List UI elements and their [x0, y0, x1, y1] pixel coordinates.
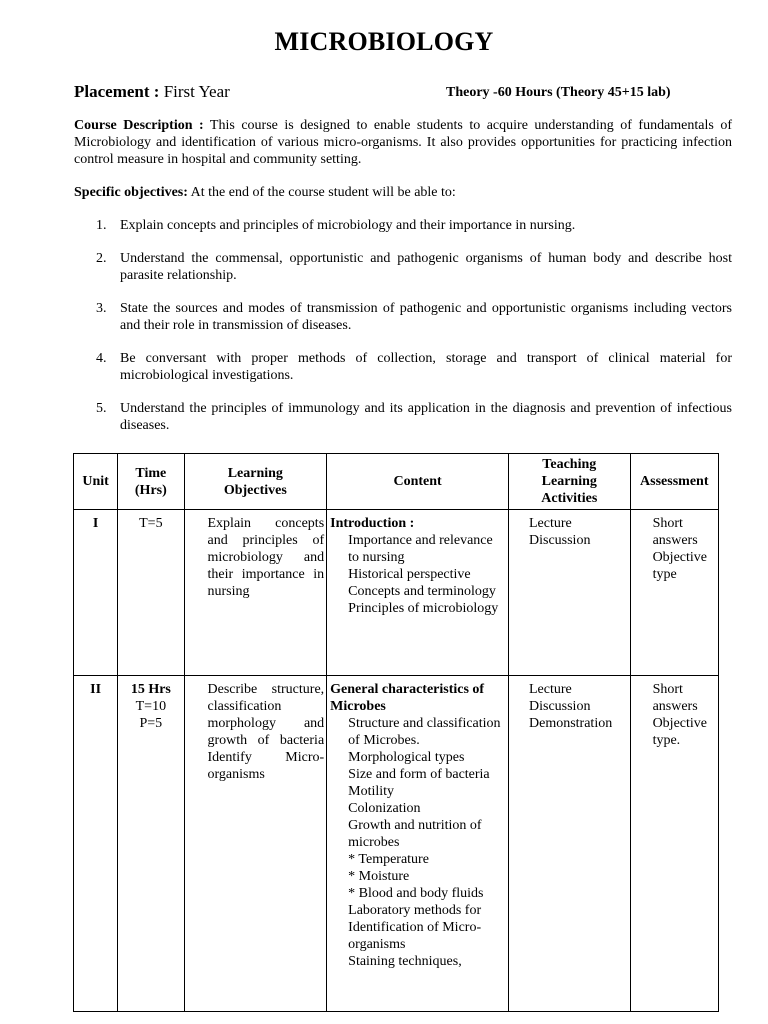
activities-cell	[509, 510, 631, 676]
content-item: Structure and classification of Microbes.	[348, 716, 501, 748]
specific-objectives-label: Specific objectives:	[74, 185, 188, 200]
content-item: Growth and nutrition of microbes	[348, 818, 482, 850]
objectives-cell: Explain concepts and principles of microbiology and their importance in nursing	[184, 510, 327, 676]
course-description-label: Course Description :	[74, 118, 204, 133]
objective-item	[74, 350, 732, 384]
objective-item	[74, 250, 732, 284]
activities-cell	[509, 676, 631, 1012]
syllabus-table	[73, 453, 719, 1012]
placement-row	[74, 82, 734, 104]
unit-cell: II	[74, 676, 118, 1012]
theory-hours: Theory -60 Hours (Theory 45+15 lab)	[446, 85, 671, 100]
objectives-list	[74, 217, 732, 450]
assessment-item: Objective type.	[652, 716, 707, 748]
unit-cell: I	[74, 510, 118, 676]
objective-number: 1.	[96, 218, 107, 233]
header-learning-objectives: Learning Objectives	[184, 454, 327, 510]
table-header-row	[74, 454, 719, 510]
objective-text: Understand the principles of immunology and its application in the diagnosis and prevention of infectious diseases.	[120, 401, 732, 433]
objective-text: Be conversant with proper methods of collection, storage and transport of clinical material for microbiological investigations.	[120, 351, 732, 383]
objective-number: 2.	[96, 251, 107, 266]
objective-number: 3.	[96, 301, 107, 316]
objectives-cell: Describe structure, classification morphology and growth of bacteria Identify Micro-organisms	[184, 676, 327, 1012]
activity-item: Lecture	[529, 682, 572, 697]
content-item: Importance and relevance to nursing	[348, 533, 493, 565]
table-row	[74, 676, 719, 1012]
content-heading: Introduction :	[330, 516, 415, 531]
header-teaching-activities: Teaching Learning Activities	[509, 454, 631, 510]
assessment-cell	[630, 676, 718, 1012]
objective-number: 5.	[96, 401, 107, 416]
header-assessment: Assessment	[630, 454, 718, 510]
header-time: Time (Hrs)	[118, 454, 184, 510]
content-item: * Moisture	[348, 869, 410, 884]
content-item: Staining techniques,	[348, 954, 462, 969]
placement-label: Placement :	[74, 82, 160, 101]
table-row	[74, 510, 719, 676]
header-content: Content	[327, 454, 509, 510]
activity-item: Demonstration	[529, 716, 613, 731]
content-item: Motility	[348, 784, 395, 799]
content-item: Principles of microbiology	[348, 601, 499, 616]
content-item: * Blood and body fluids	[348, 886, 484, 901]
course-description-text: This course is designed to enable students to acquire understanding of fundamentals of Microbiology and identification of various micro-organisms. It also provides opportunities for practicing infection control measure in hospital and community setting.	[74, 118, 733, 167]
activity-item: Discussion	[529, 699, 591, 714]
content-cell	[327, 676, 509, 1012]
content-item: Historical perspective	[348, 567, 471, 582]
objective-text: State the sources and modes of transmission of pathogenic and opportunistic organisms including vectors and their role in transmission of diseases.	[120, 301, 732, 333]
objective-item	[74, 217, 732, 234]
assessment-item: Objective type	[652, 550, 707, 582]
course-description	[74, 117, 732, 168]
specific-objectives-text: At the end of the course student will be able to:	[187, 185, 456, 200]
objective-text: Explain concepts and principles of microbiology and their importance in nursing.	[120, 218, 576, 233]
header-unit: Unit	[74, 454, 118, 510]
content-item: Concepts and terminology	[348, 584, 496, 599]
content-item: Size and form of bacteria	[348, 767, 490, 782]
assessment-item: Short answers	[652, 516, 698, 548]
objective-number: 4.	[96, 351, 107, 366]
time-cell: 15 Hrs T=10 P=5	[118, 676, 184, 1012]
objective-text: Understand the commensal, opportunistic and pathogenic organisms of human body and describe host parasite relationship.	[120, 251, 732, 283]
objective-item	[74, 400, 732, 434]
placement-value: First Year	[159, 82, 230, 101]
content-item: Laboratory methods for Identification of Micro-organisms	[348, 903, 482, 952]
assessment-cell	[630, 510, 718, 676]
activity-item: Discussion	[529, 533, 591, 548]
content-cell	[327, 510, 509, 676]
assessment-item: Short answers	[652, 682, 698, 714]
content-item: * Temperature	[348, 852, 429, 867]
content-item: Colonization	[348, 801, 421, 816]
activity-item: Lecture	[529, 516, 572, 531]
objective-item	[74, 300, 732, 334]
page-title: MICROBIOLOGY	[274, 27, 494, 56]
time-cell: T=5	[118, 510, 184, 676]
specific-objectives-intro	[74, 184, 732, 201]
content-item: Morphological types	[348, 750, 465, 765]
content-heading: General characteristics of Microbes	[330, 682, 485, 714]
